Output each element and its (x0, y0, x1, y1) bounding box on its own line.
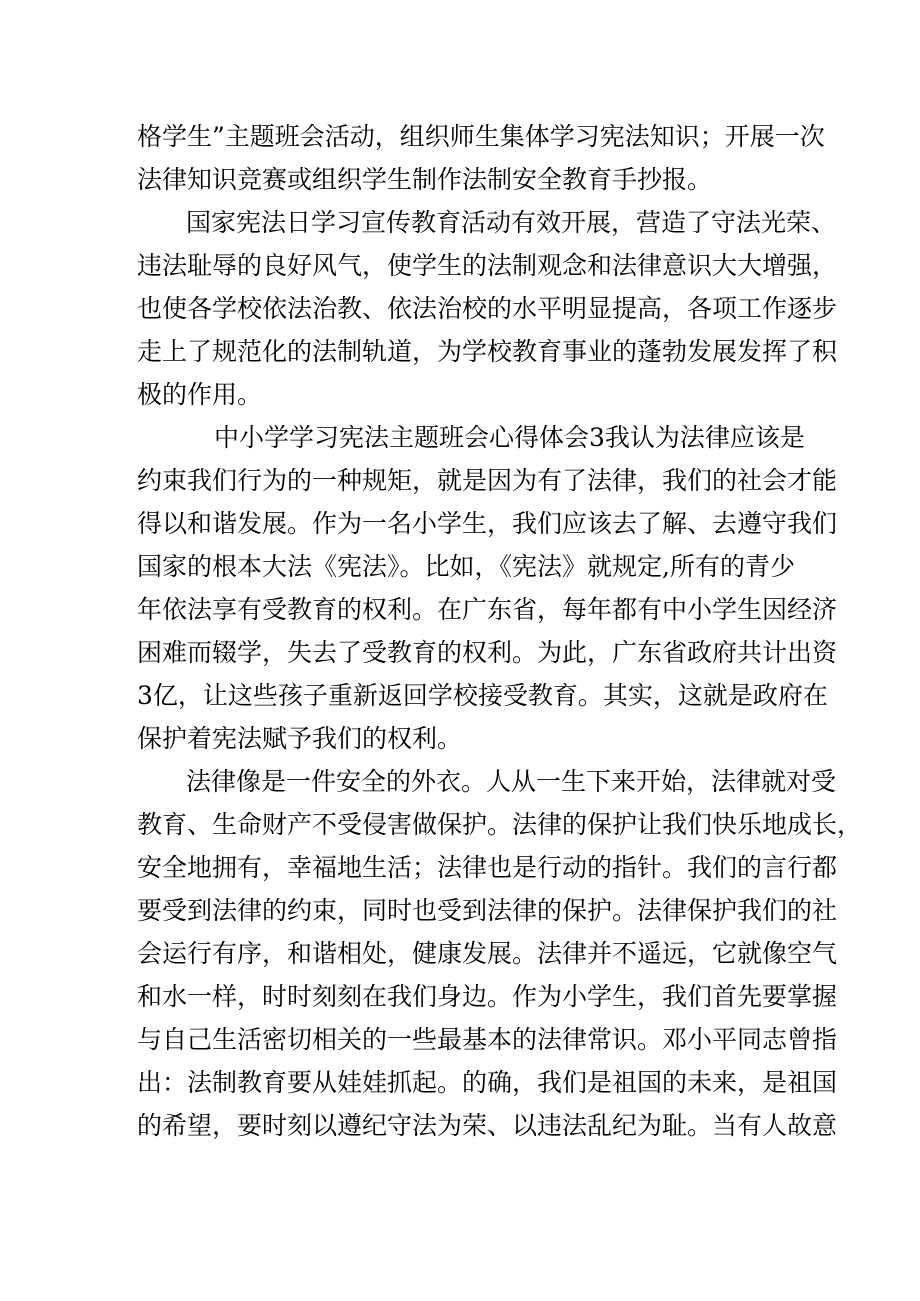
text-line: 年依法享有受教育的权利。在广东省，每年都有中小学生因经济 (137, 595, 838, 624)
text-line: 会运行有序，和谐相处，健康发展。法律并不遥远，它就像空气 (137, 939, 838, 968)
text-line: 也使各学校依法治教、依法治校的水平明显提高，各项工作逐步 (137, 294, 838, 323)
text-line: 违法耻辱的良好风气，使学生的法制观念和法律意识大大增强， (137, 251, 838, 280)
text-line: 约束我们行为的一种规矩，就是因为有了法律，我们的社会才能 (137, 466, 838, 495)
text-line: 法律知识竞赛或组织学生制作法制安全教育手抄报。 (137, 165, 713, 194)
text-line: 中小学学习宪法主题班会心得体会3我认为法律应该是 (214, 423, 805, 452)
text-line: 得以和谐发展。作为一名小学生，我们应该去了解、去遵守我们 (137, 509, 838, 538)
text-line: 走上了规范化的法制轨道，为学校教育事业的蓬勃发展发挥了积 (137, 337, 838, 366)
text-line: 国家宪法日学习宣传教育活动有效开展，营造了守法光荣、 (186, 208, 837, 237)
text-line: 要受到法律的约束，同时也受到法律的保护。法律保护我们的社 (137, 896, 838, 925)
text-line: 格学生”主题班会活动，组织师生集体学习宪法知识；开展一次 (137, 122, 825, 151)
text-line: 国家的根本大法《宪法》。比如，《宪法》就规定,所有的青少 (137, 552, 795, 581)
text-line: 困难而辍学，失去了受教育的权利。为此，广东省政府共计出资 (137, 638, 838, 667)
text-line: 极的作用。 (137, 380, 263, 409)
text-line: 安全地拥有，幸福地生活；法律也是行动的指针。我们的言行都 (137, 853, 838, 882)
text-line: 法律像是一件安全的外衣。人从一生下来开始，法律就对受 (186, 767, 837, 796)
text-line: 和水一样，时时刻刻在我们身边。作为小学生，我们首先要掌握 (137, 982, 838, 1011)
text-line: 的希望，要时刻以遵纪守法为荣、以违法乱纪为耻。当有人故意 (137, 1111, 838, 1140)
text-line: 3亿，让这些孩子重新返回学校接受教育。其实，这就是政府在 (137, 681, 828, 710)
text-line: 教育、生命财产不受侵害做保护。法律的保护让我们快乐地成长， (137, 810, 863, 839)
text-line: 出：法制教育要从娃娃抓起。的确，我们是祖国的未来，是祖国 (137, 1068, 838, 1097)
text-line: 与自己生活密切相关的一些最基本的法律常识。邓小平同志曾指 (137, 1025, 838, 1054)
text-line: 保护着宪法赋予我们的权利。 (137, 724, 463, 753)
